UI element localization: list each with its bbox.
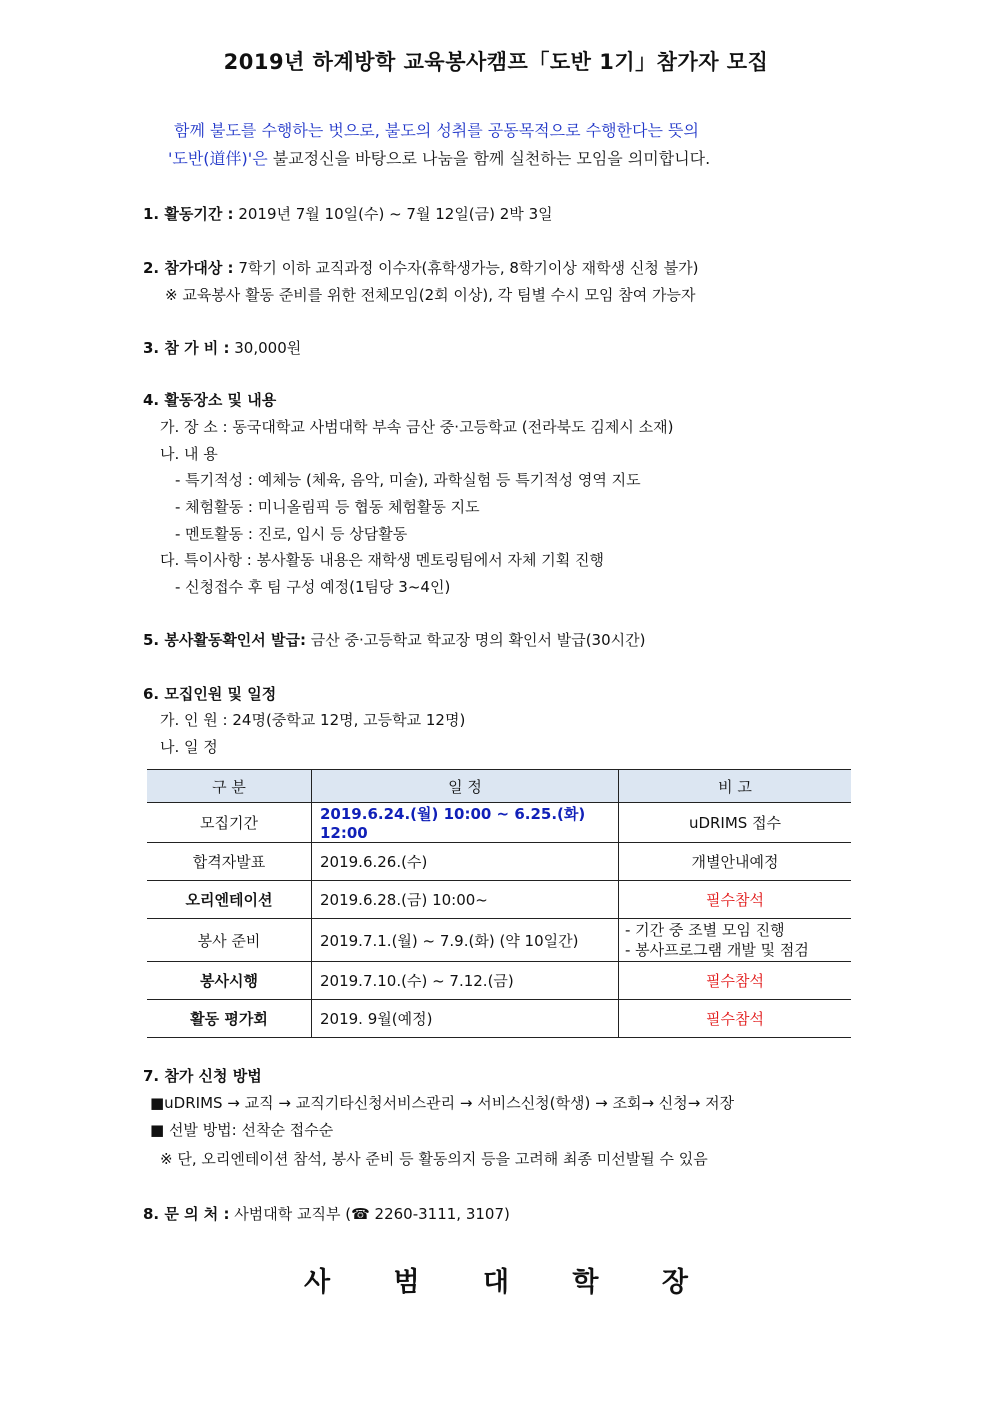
section-2	[143, 257, 698, 278]
section-2-note: ※ 교육봉사 활동 준비를 위한 전체모임(2회 이상), 각 팀별 수시 모임 참여 가능자	[165, 286, 696, 304]
section-6-people: 가. 인 원 : 24명(중학교 12명, 고등학교 12명)	[160, 711, 466, 729]
section-3	[143, 337, 301, 358]
section-4-place: 가. 장 소 : 동국대학교 사범대학 부속 금산 중·고등학교 (전라북도 김제시 소재)	[160, 418, 674, 436]
table-cell-date: 2019.7.1.(월) ~ 7.9.(화) (약 10일간)	[312, 919, 619, 962]
table-cell-note: 개별안내예정	[619, 843, 852, 881]
section-4-special: 다. 특이사항 : 봉사활동 내용은 재학생 멘토링팀에서 자체 기획 진행	[160, 551, 604, 569]
schedule-table	[147, 769, 851, 1038]
table-row	[147, 843, 851, 881]
signature-dean: 사 범 대 학 장	[303, 1267, 688, 1298]
section-4-label: 4. 활동장소 및 내용	[143, 391, 277, 409]
table-cell-note: uDRIMS 접수	[619, 803, 852, 843]
table-cell-note: 필수참석	[619, 881, 852, 919]
section-4-item-1: - 특기적성 : 예체능 (체육, 음악, 미술), 과학실험 등 특기적성 영역 지도	[175, 471, 641, 489]
table-cell-note-line-2: - 봉사프로그램 개발 및 점검	[625, 941, 809, 959]
section-7-method: ■ 선발 방법: 선착순 접수순	[150, 1121, 334, 1139]
table-header-note: 비 고	[619, 770, 852, 803]
intro-line-1-text: 함께 불도를 수행하는 벗으로, 불도의 성취를 공동목적으로 수행한다는 뜻의	[174, 121, 699, 140]
section-7-path: ■uDRIMS → 교직 → 교직기타신청서비스관리 → 서비스신청(학생) → 조회→ 신청→ 저장	[150, 1094, 735, 1112]
table-cell-date: 2019.6.24.(월) 10:00 ~ 6.25.(화) 12:00	[312, 803, 619, 843]
table-cell-date: 2019.6.28.(금) 10:00~	[312, 881, 619, 919]
table-header-date: 일 정	[312, 770, 619, 803]
table-header-row	[147, 770, 851, 803]
table-cell-note	[619, 919, 852, 962]
section-1-label: 1. 활동기간 :	[143, 205, 234, 223]
section-7-note: ※ 단, 오리엔테이션 참석, 봉사 준비 등 활동의지 등을 고려해 최종 미선발될 수 있음	[160, 1150, 708, 1168]
table-cell-category: 활동 평가회	[147, 1000, 312, 1038]
section-4-special-item: - 신청접수 후 팀 구성 예정(1팀당 3~4인)	[175, 578, 451, 596]
section-6-label: 6. 모집인원 및 일정	[143, 685, 277, 703]
section-4-item-3: - 멘토활동 : 진로, 입시 등 상담활동	[175, 525, 408, 543]
table-cell-note: 필수참석	[619, 1000, 852, 1038]
table-cell-note: 필수참석	[619, 962, 852, 1000]
section-2-label: 2. 참가대상 :	[143, 259, 234, 277]
table-cell-category: 봉사 준비	[147, 919, 312, 962]
page-title: 2019년 하계방학 교육봉사캠프「도반 1기」참가자 모집	[223, 50, 769, 74]
intro-doban-term: '도반(道伴)'은	[168, 149, 268, 168]
table-cell-category: 모집기간	[147, 803, 312, 843]
table-cell-date: 2019. 9월(예정)	[312, 1000, 619, 1038]
table-row	[147, 803, 851, 843]
section-1-value: 2019년 7월 10일(수) ~ 7월 12일(금) 2박 3일	[233, 205, 553, 223]
intro-line-2-text: 불교정신을 바탕으로 나눔을 함께 실천하는 모임을 의미합니다.	[267, 149, 711, 168]
section-3-label: 3. 참 가 비 :	[143, 339, 230, 357]
table-cell-date: 2019.6.26.(수)	[312, 843, 619, 881]
table-cell-category: 오리엔테이션	[147, 881, 312, 919]
section-8-label: 8. 문 의 처 :	[143, 1205, 230, 1223]
intro-line-1	[174, 118, 699, 141]
section-2-value: 7학기 이하 교직과정 이수자(휴학생가능, 8학기이상 재학생 신청 불가)	[233, 259, 699, 277]
table-row	[147, 919, 851, 962]
table-cell-category: 봉사시행	[147, 962, 312, 1000]
section-4-item-2: - 체험활동 : 미니올림픽 등 협동 체험활동 지도	[175, 498, 480, 516]
table-row	[147, 962, 851, 1000]
table-row	[147, 881, 851, 919]
section-8	[143, 1203, 510, 1224]
section-7-label: 7. 참가 신청 방법	[143, 1067, 262, 1085]
table-row	[147, 1000, 851, 1038]
section-3-value: 30,000원	[229, 339, 302, 357]
section-5	[143, 629, 645, 650]
section-4-content-head: 나. 내 용	[160, 445, 218, 463]
table-header-category: 구 분	[147, 770, 312, 803]
intro-line-2	[168, 146, 710, 169]
section-5-value: 금산 중·고등학교 학교장 명의 확인서 발급(30시간)	[306, 631, 646, 649]
table-cell-note-line-1: - 기간 중 조별 모임 진행	[625, 921, 785, 939]
table-cell-date: 2019.7.10.(수) ~ 7.12.(금)	[312, 962, 619, 1000]
section-5-label: 5. 봉사활동확인서 발급:	[143, 631, 306, 649]
table-cell-category: 합격자발표	[147, 843, 312, 881]
section-1	[143, 203, 553, 224]
section-6-schedule-head: 나. 일 정	[160, 738, 218, 756]
section-8-value: 사범대학 교직부 (☎ 2260-3111, 3107)	[229, 1205, 510, 1223]
